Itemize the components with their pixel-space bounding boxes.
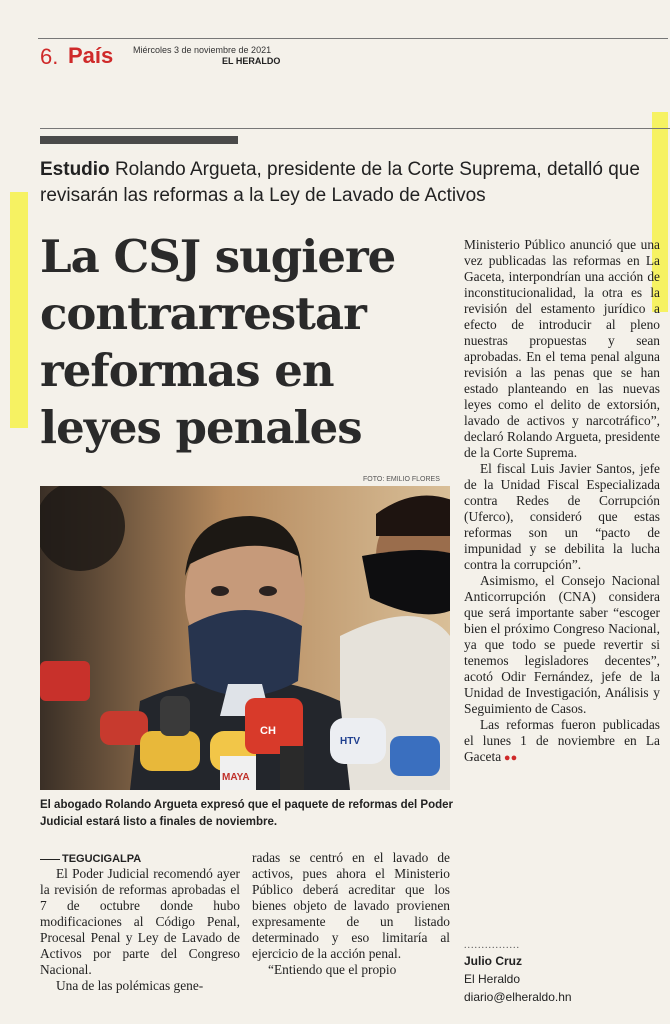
mic-label-maya: MAYA: [222, 772, 250, 783]
author-outlet: El Heraldo: [464, 972, 521, 986]
article-column-2: [252, 850, 450, 978]
header-rule: [38, 38, 668, 39]
article-column-3: [464, 237, 660, 766]
section-name: País: [68, 43, 114, 68]
article-photo: [40, 486, 450, 790]
article-headline: La CSJ sugiere contrarrestar reformas en leyes penales: [40, 230, 396, 454]
deck-text: Rolando Argueta, presidente de la Corte Suprema, detalló que revisarán las reformas a la Ley de Lavado de Activos: [40, 159, 640, 206]
page-number: 6.: [40, 44, 59, 69]
article-column-1: [40, 866, 240, 994]
highlighter-mark-left: [10, 192, 28, 428]
mic-label-htv: HTV: [340, 736, 360, 747]
paragraph: El fiscal Luis Javier Santos, jefe de la Unidad Fiscal Especializada contra Redes de Corrupción (Uferco), consideró que estas reformas son un “pacto de impunidad y se debilita la lucha contra la corrupción”.: [464, 461, 660, 572]
article-deck: [40, 157, 660, 209]
accent-bar: [40, 136, 238, 144]
author-email: diario@elheraldo.hn: [464, 990, 572, 1004]
deck-label: Estudio: [40, 159, 110, 180]
press-conference-illustration: [40, 486, 450, 790]
byline: [464, 952, 572, 1006]
paragraph: Ministerio Público anunció que una vez publicadas las reformas en La Gaceta, interpondrían una acción de inconstitucionalidad, la otra es la revisión del estamento jurídico a efecto de introducir al pleno nuestras propuestas y sean aprobadas. En el tema penal alguna revisión a las penas que se han estado planteando en las nuevas leyes como el delito de extorsión, lavado de activos y narcotráfico”, declaró Rolando Argueta, presidente de la Corte Suprema.: [464, 237, 660, 460]
section-rule: [40, 128, 670, 129]
photo-caption: El abogado Rolando Argueta expresó que el paquete de reformas del Poder Judicial estará listo a finales de noviembre.: [40, 799, 454, 828]
paragraph: Las reformas fueron publicadas el lunes 1 de noviembre en La Gaceta ●●: [464, 717, 660, 764]
paragraph: Una de las polémicas gene-: [56, 978, 204, 993]
mic-label-ch: CH: [260, 725, 276, 737]
issue-date: Miércoles 3 de noviembre de 2021: [133, 45, 272, 55]
byline-separator: ................: [464, 940, 520, 951]
author-name: Julio Cruz: [464, 954, 523, 968]
newspaper-brand: EL HERALDO: [222, 56, 281, 66]
paragraph: radas se centró en el lavado de activos, pues ahora el Ministerio Público deberá acreditar que los bienes objeto de lavado provienen expresamente de un listado determinado y eso limitaría al ejercicio de la acción penal.: [252, 850, 450, 961]
paragraph: El Poder Judicial recomendó ayer la revisión de reformas aprobadas el 7 de octubre donde hubo modificaciones al Código Penal, Procesal Penal y Ley de Lavado de Activos por parte del Congreso Nacional.: [40, 866, 240, 977]
article-dateline: TEGUCIGALPA: [40, 853, 141, 865]
paragraph: Asimismo, el Consejo Nacional Anticorrupción (CNA) considera que será importante saber “escoger bien el próximo Congreso Nacional, ya que todo se puede revertir si tenemos legisladores decentes”, acotó Odir Fernández, jefe de la Unidad de Investigación, Análisis y Seguimiento de Casos.: [464, 573, 660, 716]
paragraph: “Entiendo que el propio: [268, 962, 397, 977]
photo-credit: FOTO: EMILIO FLORES: [363, 476, 440, 483]
end-mark: ●●: [501, 752, 518, 764]
